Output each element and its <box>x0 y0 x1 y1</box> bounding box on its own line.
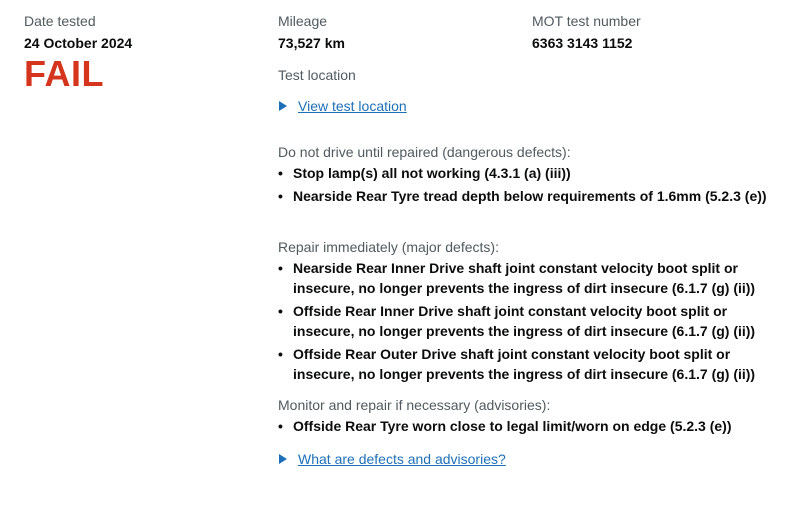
defects-help-toggle[interactable] <box>278 450 778 468</box>
advisory-text: Offside Rear Tyre worn close to legal limit/worn on edge (5.2.3 (e)) <box>293 418 732 434</box>
triangle-right-icon <box>279 101 287 111</box>
defects-help-link[interactable]: What are defects and advisories? <box>298 451 506 467</box>
major-defects-heading: Repair immediately (major defects): <box>278 239 499 255</box>
date-tested-block <box>24 12 254 94</box>
dangerous-defects-list <box>278 163 778 206</box>
bullet-icon: • <box>278 303 283 319</box>
mileage-label: Mileage <box>278 13 328 29</box>
view-test-location-link[interactable]: View test location <box>298 98 407 114</box>
bullet-icon: • <box>278 260 283 276</box>
list-item <box>278 416 778 436</box>
advisories-section <box>278 396 778 439</box>
advisories-list <box>278 416 778 436</box>
major-defects-list <box>278 258 778 384</box>
defect-text: Stop lamp(s) all not working (4.3.1 (a) (iii)) <box>293 165 571 181</box>
date-tested-value: 24 October 2024 <box>24 35 133 51</box>
bullet-icon: • <box>278 418 283 434</box>
defect-text: Nearside Rear Tyre tread depth below requirements of 1.6mm (5.2.3 (e)) <box>293 188 767 204</box>
dangerous-defects-section <box>278 143 778 209</box>
test-result: FAIL <box>24 53 104 94</box>
test-location-label: Test location <box>278 67 356 83</box>
date-tested-label: Date tested <box>24 13 96 29</box>
list-item <box>278 258 778 298</box>
defect-text: Nearside Rear Inner Drive shaft joint constant velocity boot split or insecure, no longer prevents the ingress of dirt insecure (6.1.7 (g) (ii)) <box>293 260 756 296</box>
mileage-value: 73,527 km <box>278 35 345 51</box>
defect-text: Offside Rear Inner Drive shaft joint constant velocity boot split or insecure, no longer prevents the ingress of dirt insecure (6.1.7 (g) (ii)) <box>293 303 756 339</box>
bullet-icon: • <box>278 165 283 181</box>
mot-number-label: MOT test number <box>532 13 641 29</box>
list-item <box>278 344 778 384</box>
advisories-heading: Monitor and repair if necessary (advisories): <box>278 397 551 413</box>
mileage-block <box>278 12 518 52</box>
view-test-location-toggle[interactable] <box>278 97 778 115</box>
mot-number-block <box>532 12 782 52</box>
defect-text: Offside Rear Outer Drive shaft joint constant velocity boot split or insecure, no longer prevents the ingress of dirt insecure (6.1.7 (g) (ii)) <box>293 346 756 382</box>
mot-number-value: 6363 3143 1152 <box>532 35 633 51</box>
bullet-icon: • <box>278 346 283 362</box>
dangerous-defects-heading: Do not drive until repaired (dangerous defects): <box>278 144 571 160</box>
test-location-section <box>278 66 778 115</box>
major-defects-section <box>278 238 778 387</box>
triangle-right-icon <box>279 454 287 464</box>
list-item <box>278 163 778 183</box>
list-item <box>278 301 778 341</box>
defects-help-section <box>278 450 778 468</box>
bullet-icon: • <box>278 188 283 204</box>
list-item <box>278 186 778 206</box>
